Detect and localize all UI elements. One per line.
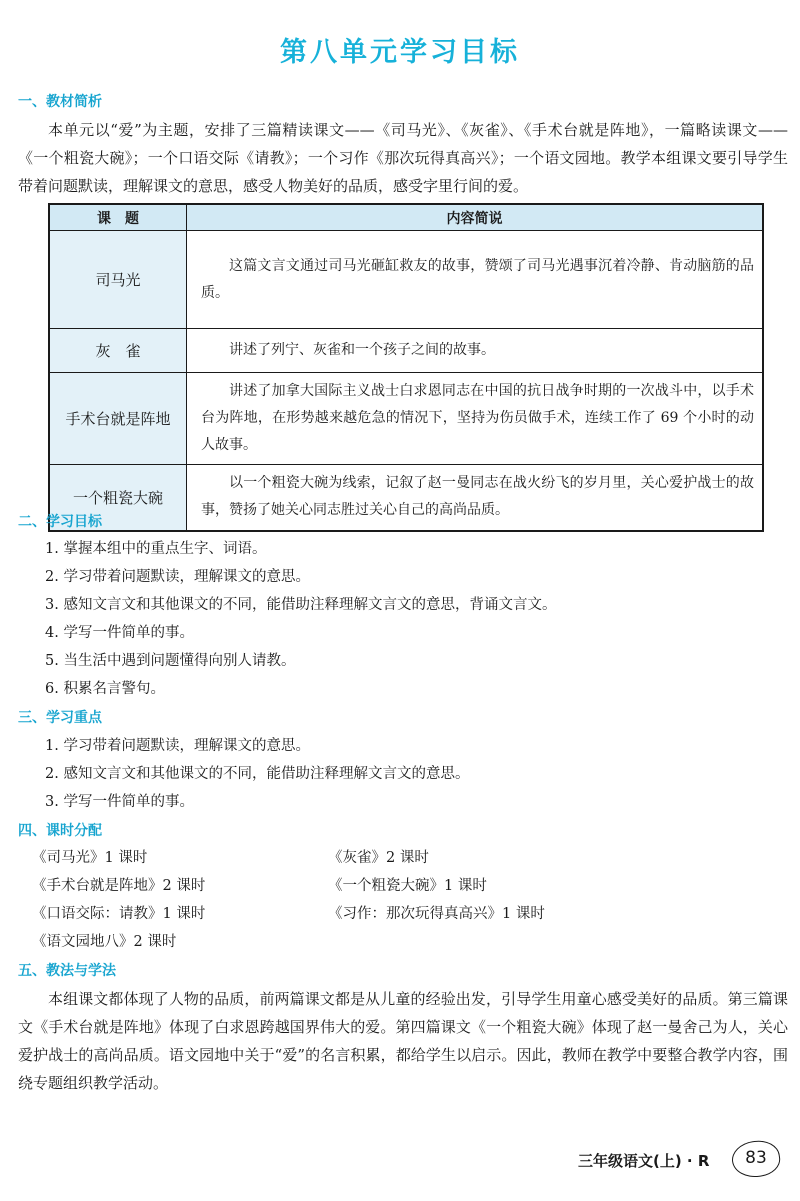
- learning-goals-list: [45, 535, 556, 703]
- allocation-row: [32, 872, 772, 900]
- allocation-item: 《手术台就是阵地》2 课时: [32, 878, 206, 894]
- table-header-row: [49, 204, 763, 231]
- list-item: 2. 感知文言文和其他课文的不同，能借助注释理解文言文的意思。: [45, 766, 470, 782]
- allocation-row: [32, 844, 772, 872]
- book-label: 三年级语文(上) · R: [578, 1152, 710, 1170]
- page-title: 第八单元学习目标: [280, 37, 520, 68]
- section-heading-teaching-methods: 五、教法与学法: [18, 963, 116, 979]
- list-item: 5. 当生活中遇到问题懂得向别人请教。: [45, 653, 296, 669]
- table-header-content: 内容简说: [187, 204, 764, 231]
- key-points-list: [45, 732, 469, 816]
- table-cell-lesson-title: 灰 雀: [49, 329, 187, 373]
- table-cell-lesson-title: 司马光: [49, 231, 187, 329]
- lesson-content-table: [48, 203, 764, 532]
- allocation-item: 《司马光》1 课时: [32, 850, 148, 866]
- list-item: 1. 学习带着问题默读，理解课文的意思。: [45, 738, 310, 754]
- table-cell-content: 以一个粗瓷大碗为线索，记叙了赵一曼同志在战火纷飞的岁月里，关心爱护战士的故事，赞扬了她关心同志胜过关心自己的高尚品质。: [187, 465, 764, 531]
- table-row: [49, 465, 763, 531]
- textbook-analysis-paragraph: 本单元以“爱”为主题，安排了三篇精读课文——《司马光》、《灰雀》、《手术台就是阵地》，一篇略读课文——《一个粗瓷大碗》；一个口语交际《请教》；一个习作《那次玩得真高兴》；一个语文园地。教学本组课文要引导学生带着问题默读，理解课文的意思，感受人物美好的品质，感受字里行间的爱。: [18, 121, 788, 195]
- allocation-item: 《一个粗瓷大碗》1 课时: [328, 878, 487, 894]
- table-row: [49, 231, 763, 329]
- allocation-item: 《灰雀》2 课时: [328, 850, 429, 866]
- table-cell-content: 讲述了列宁、灰雀和一个孩子之间的故事。: [187, 329, 764, 373]
- allocation-item: 《习作：那次玩得真高兴》1 课时: [328, 906, 545, 922]
- section-heading-textbook-analysis: 一、教材简析: [18, 94, 102, 110]
- list-item: 3. 学写一件简单的事。: [45, 794, 194, 810]
- list-item: 1. 掌握本组中的重点生字、词语。: [45, 541, 267, 557]
- section-heading-key-points: 三、学习重点: [18, 710, 102, 726]
- page-number: 83: [745, 1148, 767, 1168]
- allocation-item: 《语文园地八》2 课时: [32, 934, 177, 950]
- table-row: [49, 329, 763, 373]
- section-heading-learning-goals: 二、学习目标: [18, 514, 102, 530]
- allocation-item: 《口语交际：请教》1 课时: [32, 906, 206, 922]
- table-row: [49, 373, 763, 465]
- section-heading-class-hours: 四、课时分配: [18, 823, 102, 839]
- allocation-row: [32, 928, 772, 956]
- table-cell-content: 讲述了加拿大国际主义战士白求恩同志在中国的抗日战争时期的一次战斗中，以手术台为阵地，在形势越来越危急的情况下，坚持为伤员做手术，连续工作了 69 个小时的动人故事。: [187, 373, 764, 465]
- table-header-lesson: 课 题: [49, 204, 187, 231]
- list-item: 3. 感知文言文和其他课文的不同，能借助注释理解文言文的意思，背诵文言文。: [45, 597, 557, 613]
- class-hours-allocation: [32, 844, 772, 956]
- table-cell-lesson-title: 手术台就是阵地: [49, 373, 187, 465]
- list-item: 2. 学习带着问题默读，理解课文的意思。: [45, 569, 310, 585]
- table-cell-content: 这篇文言文通过司马光砸缸救友的故事，赞颂了司马光遇事沉着冷静、肯动脑筋的品质。: [187, 231, 764, 329]
- list-item: 4. 学写一件简单的事。: [45, 625, 194, 641]
- table-cell-lesson-title: 一个粗瓷大碗: [49, 465, 187, 531]
- teaching-methods-paragraph: 本组课文都体现了人物的品质，前两篇课文都是从儿童的经验出发，引导学生用童心感受美好的品质。第三篇课文《手术台就是阵地》体现了白求恩跨越国界伟大的爱。第四篇课文《一个粗瓷大碗》体现了赵一曼舍己为人，关心爱护战士的高尚品质。语文园地中关于“爱”的名言积累，都给学生以启示。因此，教师在教学中要整合教学内容，围绕专题组织教学活动。: [18, 990, 788, 1092]
- allocation-row: [32, 900, 772, 928]
- list-item: 6. 积累名言警句。: [45, 681, 165, 697]
